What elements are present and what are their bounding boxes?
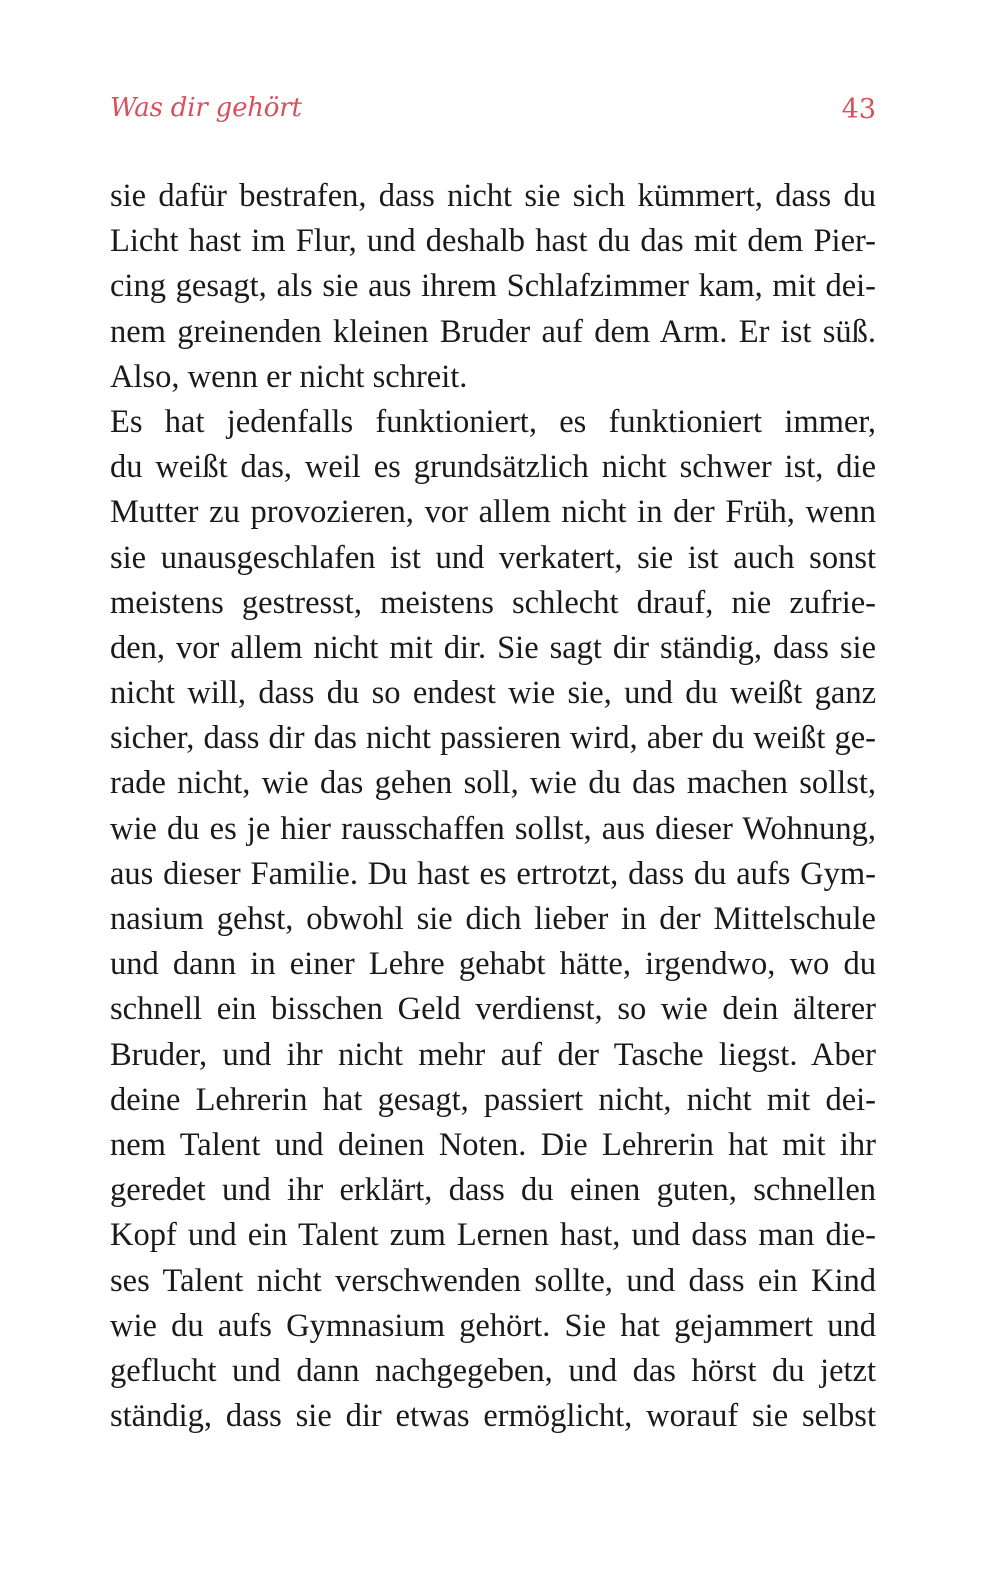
text-line: du weißt das, weil es grundsätzlich nicht schwer ist, die — [110, 449, 876, 486]
text-line: cing gesagt, als sie aus ihrem Schlafzimmer kam, mit dei- — [110, 268, 876, 305]
text-line: Licht hast im Flur, und deshalb hast du das mit dem Pier- — [110, 223, 876, 260]
chapter-title: Was dir gehört — [110, 93, 302, 123]
text-line: aus dieser Familie. Du hast es ertrotzt, dass du aufs Gym- — [110, 855, 876, 892]
body-text — [110, 174, 876, 1439]
text-line: nem Talent und deinen Noten. Die Lehrerin hat mit ihr — [110, 1126, 876, 1163]
text-line: Mutter zu provozieren, vor allem nicht in der Früh, wenn — [110, 494, 876, 531]
text-line: wie du es je hier rausschaffen sollst, aus dieser Wohnung, — [110, 810, 876, 847]
text-line: geflucht und dann nachgegeben, und das hörst du jetzt — [110, 1352, 876, 1389]
text-line: nasium gehst, obwohl sie dich lieber in der Mittelschule — [110, 901, 876, 937]
text-line: geredet und ihr erklärt, dass du einen guten, schnellen — [110, 1172, 876, 1209]
text-line: sicher, dass dir das nicht passieren wird, aber du weißt ge- — [110, 720, 876, 757]
text-line: schnell ein bisschen Geld verdienst, so wie dein älterer — [110, 991, 876, 1028]
text-line: wie du aufs Gymnasium gehört. Sie hat gejammert und — [110, 1307, 876, 1344]
text-line: nem greinenden kleinen Bruder auf dem Arm. Er ist süß. — [110, 313, 876, 350]
text-line: Kopf und ein Talent zum Lernen hast, und dass man die- — [110, 1217, 876, 1254]
text-line: den, vor allem nicht mit dir. Sie sagt dir ständig, dass sie — [110, 629, 876, 666]
page-number: 43 — [841, 94, 876, 125]
text-line: sie unausgeschlafen ist und verkatert, sie ist auch sonst — [110, 539, 876, 576]
text-line: sie dafür bestrafen, dass nicht sie sich kümmert, dass du — [110, 178, 876, 214]
text-line: meistens gestresst, meistens schlecht drauf, nie zufrie- — [110, 584, 876, 621]
text-line: und dann in einer Lehre gehabt hätte, irgendwo, wo du — [110, 946, 876, 983]
text-line: ses Talent nicht verschwenden sollte, und dass ein Kind — [110, 1262, 876, 1299]
text-line: ständig, dass sie dir etwas ermöglicht, worauf sie selbst — [110, 1398, 876, 1435]
text-line: rade nicht, wie das gehen soll, wie du das machen sollst, — [110, 765, 876, 802]
text-line: nicht will, dass du so endest wie sie, und du weißt ganz — [110, 675, 876, 712]
running-header — [110, 88, 876, 128]
text-line: Also, wenn er nicht schreit. — [110, 358, 468, 395]
text-line: Es hat jedenfalls funktioniert, es funktioniert immer, — [110, 403, 876, 440]
text-line: Bruder, und ihr nicht mehr auf der Tasche liegst. Aber — [110, 1036, 876, 1073]
text-line: deine Lehrerin hat gesagt, passiert nicht, nicht mit dei- — [110, 1081, 876, 1118]
